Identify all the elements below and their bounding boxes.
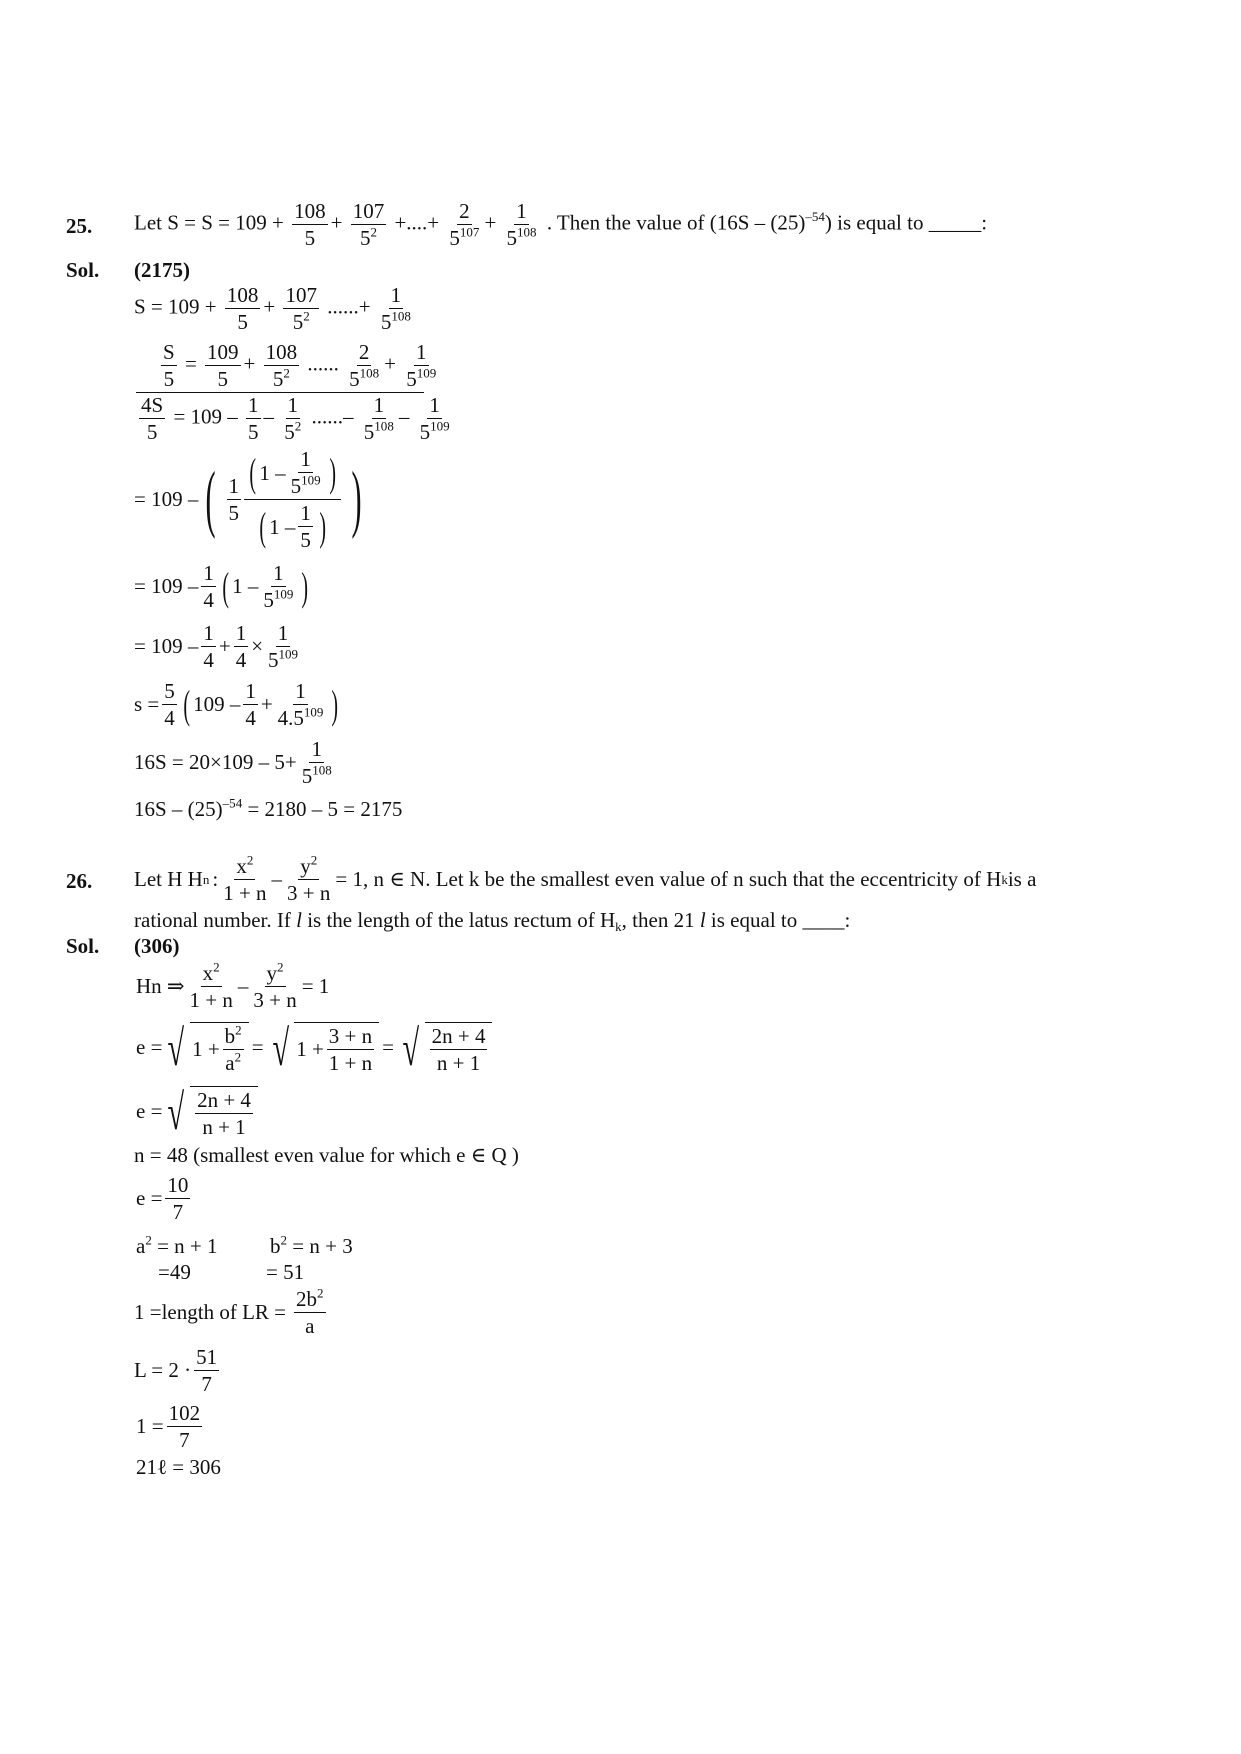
- solution-line: e = √ $\frac{2n + 4}{n + 1}$: [136, 1086, 258, 1138]
- solution-line: 1 =length of LR = $\frac{2b^2}{a}$: [134, 1285, 324, 1339]
- solution-line: $b^2 = n + 3$: [270, 1232, 353, 1258]
- question-number: 25.: [66, 214, 93, 238]
- fraction: $\frac{107}{5^2}$: [352, 199, 385, 251]
- fraction: $\frac{2}{5^{107}}$: [449, 199, 480, 251]
- solution-line: Hn ⇒ $\frac{x^2}{1 + n}$ – $\frac{y^2}{3 + n}$ = 1: [136, 959, 330, 1013]
- solution-line: $\frac{4S}{5}$ = 109 – $\frac{1}{5}$ – $\frac{1}{5^2}$ ......– $\frac{1}{5^{108}}$ – $\frac{1}{5^{109}}$: [141, 393, 450, 445]
- solution-line: s = $\frac{5}{4}$ ( 109 – $\frac{1}{4}$ + $\frac{1}{4.5^{109}}$ ): [134, 679, 339, 731]
- solution-line: e = $\frac{10}{7}$: [136, 1173, 189, 1225]
- solution-line: = 109 – $\frac{1}{4}$ ( 1 – $\frac{1}{5^{109}}$ ): [134, 561, 309, 613]
- solution-line: $\frac{S}{5}$ = $\frac{109}{5}$ + $\frac{108}{5^2}$ ...... $\frac{2}{5^{108}}$ + $\frac{1}{5^{109}}$: [163, 340, 437, 392]
- question-number: 26.: [66, 869, 93, 893]
- solution-line: 1 = $\frac{102}{7}$: [136, 1401, 201, 1453]
- q25-lead: Let S = S = 109 +: [134, 210, 284, 235]
- solution-line: $16S - (25)^{-54} = 2180 - 5 = 2175$: [134, 795, 403, 821]
- solution-line: S = 109 + $\frac{108}{5}$ + $\frac{107}{5^2}$ ......+ $\frac{1}{5^{108}}$: [134, 283, 411, 335]
- solution-label: Sol.: [66, 258, 100, 282]
- question-26-text-cont: rational number. If l is the length of the latus rectum of $H_k$, then 21 l is equal to ____:: [134, 908, 851, 934]
- solution-line: = 51: [266, 1260, 305, 1284]
- fraction: $\frac{108}{5}$: [294, 199, 326, 251]
- answer: (306): [134, 934, 180, 958]
- solution-line: L = 2 · $\frac{51}{7}$: [134, 1345, 218, 1397]
- solution-line: 21ℓ = 306: [136, 1455, 221, 1479]
- solution-line: $a^2 = n + 1$: [136, 1232, 218, 1258]
- solution-label: Sol.: [66, 934, 100, 958]
- answer: (2175): [134, 258, 190, 282]
- question-25-text: Let S = S = 109 + $\frac{108}{5}$ + $\frac{107}{5^2}$ +....+ $\frac{2}{5^{107}}$ + $\frac{1}{5^{108}}$ . Then the value of $(16S - (25)^{-54})$ is equal to _____:: [134, 199, 988, 251]
- fraction: $\frac{1}{5^{108}}$: [506, 199, 537, 251]
- solution-line: =49: [158, 1260, 191, 1284]
- question-26-text: Let H H n : $\frac{x^2}{1 + n}$ – $\frac{y^2}{3 + n}$ = 1, n ∈ N . Let k be the smallest even value of n such that the eccentricity of H k is a: [134, 852, 1037, 906]
- solution-line: = 109 – ( $\frac{1}{5}$ ( 1 – $\frac{1}{5^{109}}$ ) ( 1 – $\frac{1}{5}$ ) ): [134, 447, 362, 553]
- solution-line: 16S = 20×109 – 5+ $\frac{1}{5^{108}}$: [134, 737, 332, 789]
- solution-line: n = 48 (smallest even value for which e ∈ Q ): [134, 1143, 519, 1167]
- solution-line: e = √ 1 + $\frac{b^2}{a^2}$ = √ 1 + $\frac{3 + n}{1 + n}$ = √ $\frac{2n + 4}{n + 1}$: [136, 1022, 492, 1074]
- solution-line: = 109 – $\frac{1}{4}$ + $\frac{1}{4}$ × $\frac{1}{5^{109}}$: [134, 621, 299, 673]
